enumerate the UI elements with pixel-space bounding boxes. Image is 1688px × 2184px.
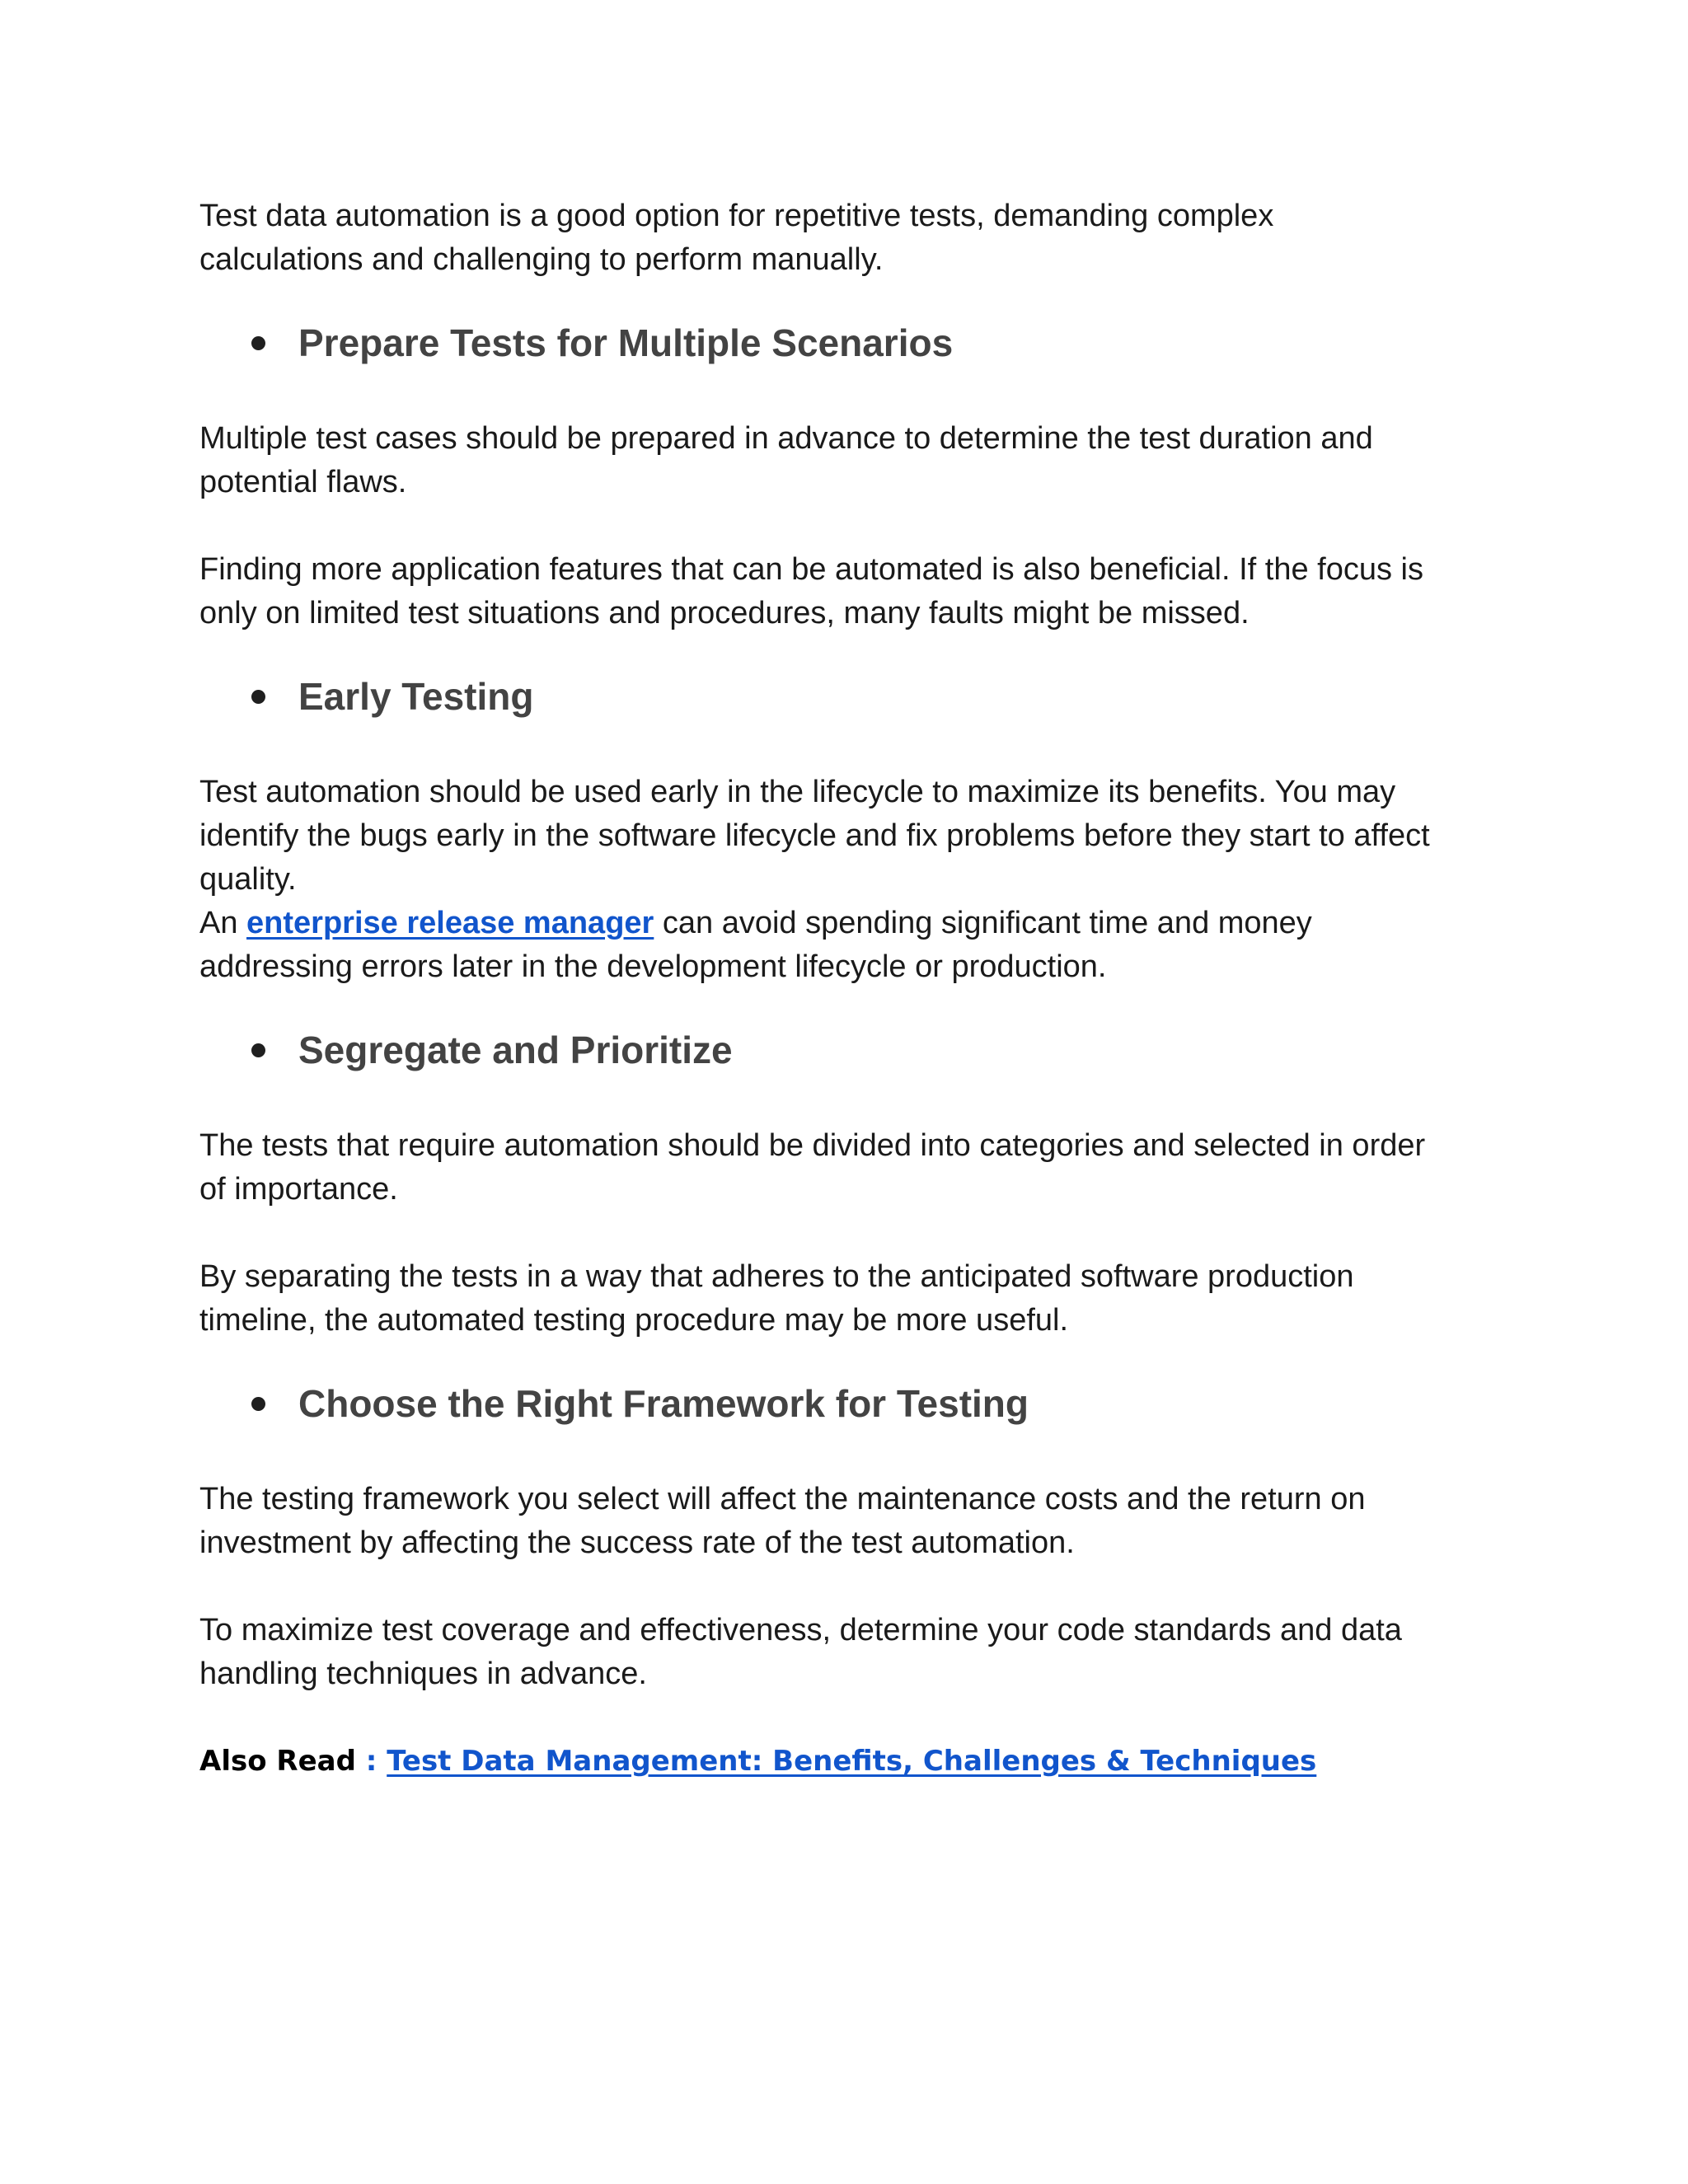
section-heading-text: Early Testing	[298, 675, 534, 718]
section-paragraph-with-link	[199, 902, 1469, 989]
section-paragraph: The tests that require automation should be divided into categories and selected in order of importance.	[199, 1128, 1426, 1207]
section-paragraph: Test automation should be used early in the lifecycle to maximize its benefits. You may identify the bugs early in the software lifecycle and fix problems before they start to affect quality.	[199, 775, 1430, 897]
also-read-label: Also Read	[199, 1745, 356, 1778]
section-paragraph: The testing framework you select will affect the maintenance costs and the return on investment by affecting the success rate of the test automation.	[199, 1482, 1366, 1560]
paragraph-text: An	[199, 906, 247, 940]
section-heading-segregate	[199, 1025, 1502, 1075]
section-paragraph: By separating the tests in a way that adheres to the anticipated software production timeline, the automated testing procedure may be more useful.	[199, 1259, 1354, 1338]
section-heading-prepare-tests	[199, 318, 1502, 368]
paragraph-text: can avoid spending significant time and money addressing errors later in the development lifecycle or production.	[199, 906, 1312, 984]
section-heading-framework	[199, 1379, 1502, 1428]
enterprise-release-manager-link[interactable]: enterprise release manager	[246, 906, 654, 940]
bullet-icon	[251, 1397, 265, 1411]
section-paragraph: Finding more application features that can be automated is also beneficial. If the focus is only on limited test situations and procedures, many faults might be missed.	[199, 552, 1423, 630]
bullet-icon	[251, 690, 265, 704]
test-data-management-link[interactable]: Test Data Management: Benefits, Challenges & Techniques	[387, 1745, 1317, 1778]
section-heading-early-testing	[199, 672, 1502, 721]
bullet-icon	[251, 336, 265, 350]
section-heading-text: Segregate and Prioritize	[298, 1029, 733, 1071]
bullet-icon	[251, 1043, 265, 1057]
also-read-separator: :	[355, 1745, 387, 1778]
section-paragraph: Multiple test cases should be prepared in advance to determine the test duration and potential flaws.	[199, 421, 1373, 499]
intro-paragraph: Test data automation is a good option for repetitive tests, demanding complex calculations and challenging to perform manually.	[199, 199, 1274, 277]
section-paragraph: To maximize test coverage and effectiveness, determine your code standards and data handling techniques in advance.	[199, 1613, 1402, 1691]
section-heading-text: Prepare Tests for Multiple Scenarios	[298, 321, 954, 364]
also-read-line	[199, 1741, 1502, 1782]
document-page	[199, 194, 1502, 1782]
section-heading-text: Choose the Right Framework for Testing	[298, 1382, 1029, 1425]
